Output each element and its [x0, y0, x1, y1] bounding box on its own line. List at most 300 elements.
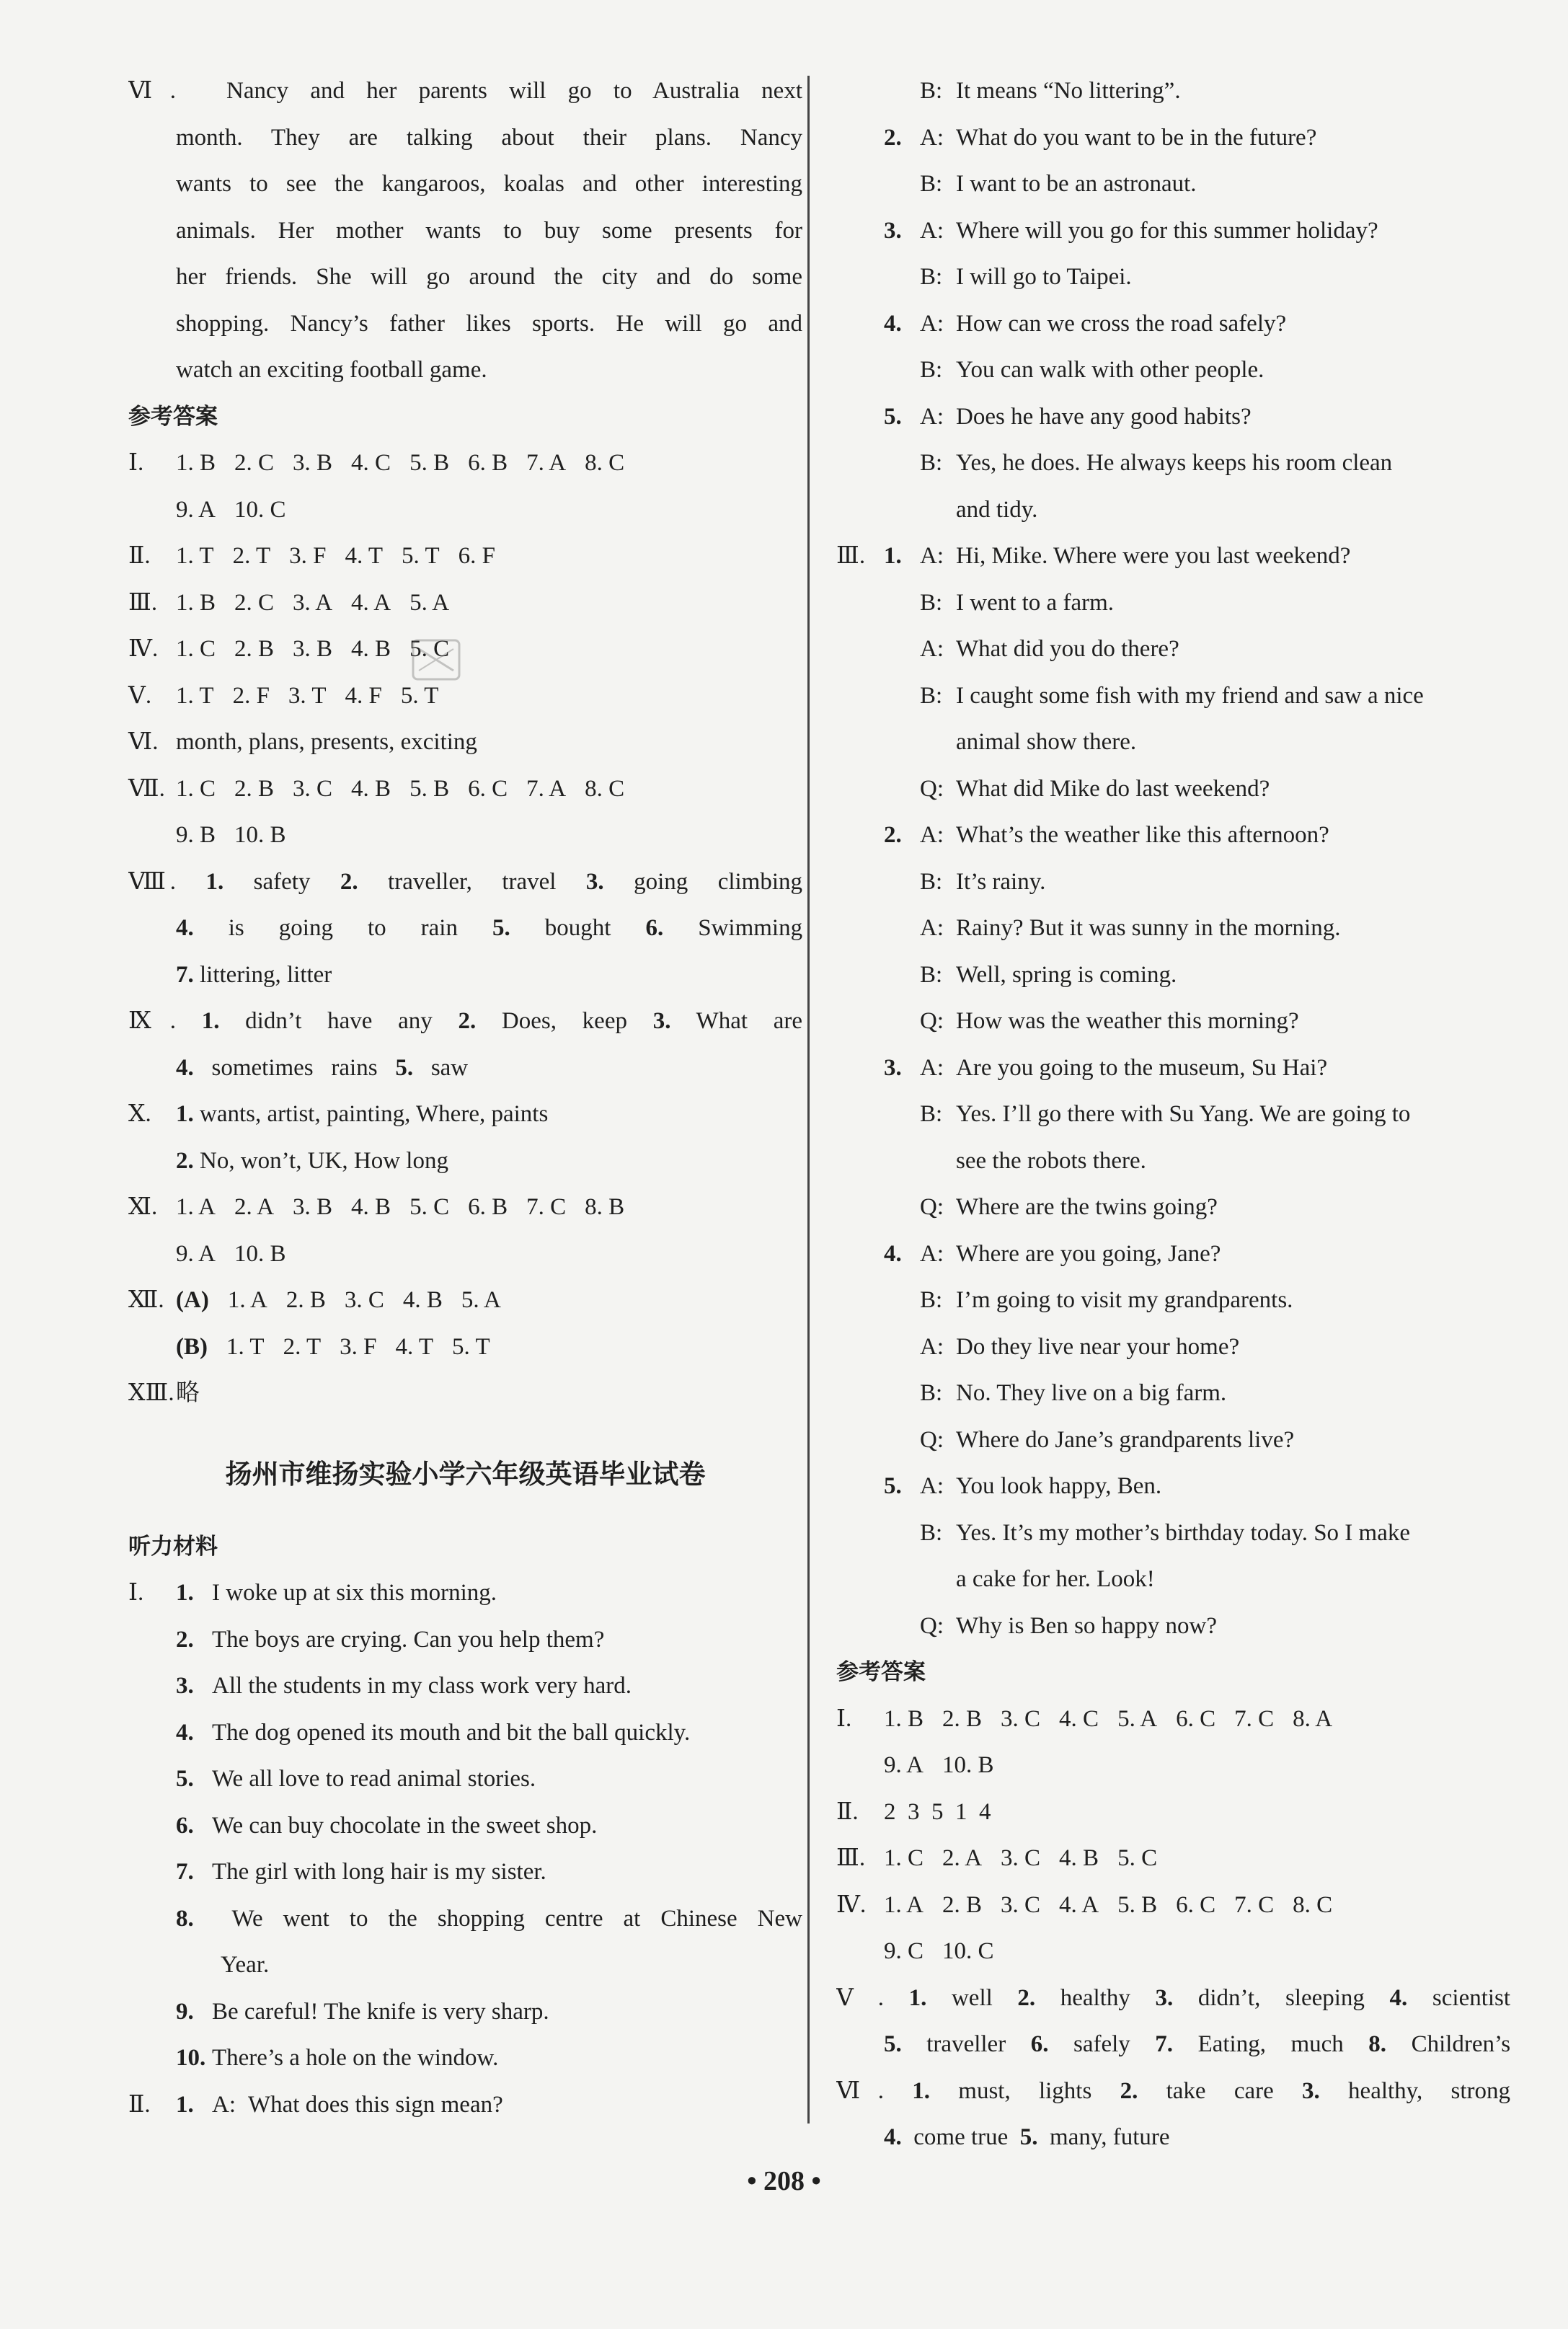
- answer-item: 7. C: [1234, 1705, 1275, 1732]
- dialogue-line: [836, 68, 1510, 115]
- question-number: 1.: [176, 1580, 194, 1606]
- dialogue-line: [836, 952, 1510, 999]
- dialogue-line: [836, 812, 1510, 859]
- answer-word: 8.: [1368, 2031, 1387, 2057]
- answer-item: 2. B: [942, 1705, 983, 1732]
- answer-item: 4. B: [351, 775, 391, 802]
- answer-word: What: [696, 1008, 748, 1034]
- question-number: 4.: [884, 310, 902, 337]
- listening-text: Year.: [221, 1952, 270, 1978]
- answer-word: must, lights: [958, 2077, 1092, 2104]
- answer-word: is: [228, 915, 244, 941]
- answer-item: 5. A: [461, 1287, 501, 1313]
- answer-item: 8. C: [1293, 1891, 1333, 1918]
- answer-item: 3. B: [293, 636, 333, 662]
- answer-item: 3. F: [340, 1333, 377, 1360]
- dialogue-line: [836, 1463, 1510, 1510]
- listening-text: The boys are crying. Can you help them?: [212, 1626, 605, 1653]
- answer-row: [836, 1789, 1510, 1836]
- answer-item: 4. B: [351, 1194, 391, 1220]
- speaker-label: B:: [920, 357, 943, 383]
- answer-item: 5. T: [402, 543, 440, 569]
- speaker-label: A:: [920, 124, 944, 151]
- answer-section-xiii: ⅩⅢ.略: [128, 1380, 200, 1406]
- answer-row: [128, 487, 802, 534]
- roman-numeral: Ⅲ.: [836, 1845, 866, 1871]
- roman-numeral: Ⅴ.: [836, 1984, 884, 2011]
- answer-item: 2. T: [232, 543, 271, 569]
- answer-item: 5. B: [1117, 1891, 1158, 1918]
- roman-numeral: Ⅺ.: [128, 1194, 158, 1220]
- answer-item: 5. T: [400, 682, 439, 709]
- answer-word: to: [367, 915, 386, 941]
- page-number: • 208 •: [747, 2166, 821, 2196]
- answer-word: Swimming: [698, 915, 802, 941]
- question-number: 6.: [176, 1812, 194, 1839]
- answer-row: [128, 812, 802, 859]
- answer-item: 4. T: [345, 543, 384, 569]
- answer-section-ix: [128, 998, 802, 1091]
- dialogue-line: [836, 1184, 1510, 1231]
- answer-row: [128, 673, 802, 720]
- answer-item: 2. A: [942, 1845, 983, 1871]
- answer-item: 3. C: [1001, 1845, 1041, 1871]
- dialogue-text: I’m going to visit my grandparents.: [956, 1287, 1293, 1313]
- speaker-label: B:: [920, 682, 943, 709]
- answer-item: 2. A: [234, 1194, 275, 1220]
- speaker-label: Q:: [920, 1194, 944, 1220]
- answer-item: 6. C: [1176, 1705, 1216, 1732]
- answer-item: 9. B: [176, 822, 216, 848]
- answer-item: 4. C: [351, 450, 391, 476]
- roman-numeral: Ⅵ.: [836, 2077, 884, 2104]
- dialogue-text: Hi, Mike. Where were you last weekend?: [956, 543, 1351, 569]
- question-number: 5.: [884, 1473, 902, 1499]
- speaker-label: Q:: [920, 1426, 944, 1453]
- answer-word: safety: [253, 868, 311, 895]
- listening-text: The girl with long hair is my sister.: [212, 1859, 546, 1885]
- answer-item: 3. C: [293, 775, 333, 802]
- answer-item: 4. A: [1059, 1891, 1099, 1918]
- listening-text: There’s a hole on the window.: [212, 2045, 499, 2071]
- answer-word: wants, artist, painting, Where, paints: [200, 1101, 549, 1127]
- dialogue-text: What do you want to be in the future?: [956, 124, 1317, 151]
- speaker-label: A:: [920, 1473, 944, 1499]
- dialogue-text: Yes. I’ll go there with Su Yang. We are going to: [956, 1101, 1411, 1127]
- answer-row: [128, 952, 802, 999]
- answer-word: many, future: [1050, 2124, 1170, 2150]
- answer-row: [836, 1696, 1510, 1743]
- answer-item: 1. C: [176, 775, 216, 802]
- dialogue-line: [836, 1138, 1510, 1185]
- answer-row: [128, 859, 802, 906]
- dialogue-line: [836, 998, 1510, 1045]
- speaker-label: A:: [920, 915, 944, 941]
- answer-item: 4. T: [395, 1333, 434, 1360]
- question-number: 10.: [176, 2045, 206, 2071]
- speaker-label: B:: [920, 868, 943, 895]
- answer-item: 1. T: [226, 1333, 265, 1360]
- dialogue-line: [836, 1417, 1510, 1464]
- answer-item: 6. C: [468, 775, 508, 802]
- listening-text: We can buy chocolate in the sweet shop.: [212, 1812, 598, 1839]
- left-column: [128, 68, 802, 2128]
- answer-word: 4.: [1389, 1984, 1408, 2011]
- answer-row: [128, 1231, 802, 1278]
- answer-item: 10. C: [234, 496, 286, 523]
- speaker-label: A:: [920, 822, 944, 848]
- answer-word: 2.: [176, 1147, 194, 1174]
- answer-word: traveller: [926, 2031, 1006, 2057]
- answer-item: 3. C: [344, 1287, 384, 1313]
- question-number: 3.: [884, 1054, 902, 1081]
- dialogue-text: Where will you go for this summer holiday?: [956, 217, 1378, 244]
- dialogue-text: What did Mike do last weekend?: [956, 775, 1270, 802]
- listening-text: We all love to read animal stories.: [212, 1766, 536, 1792]
- answer-item: 2. F: [232, 682, 270, 709]
- dialogue-line: [836, 347, 1510, 394]
- answer-item: 1. B: [884, 1705, 924, 1732]
- answer-list: [128, 440, 802, 859]
- roman-numeral: Ⅶ.: [128, 775, 165, 802]
- dialogue-line: [836, 1277, 1510, 1324]
- listening-section-i: [128, 1570, 802, 2082]
- dialogue-line: [836, 580, 1510, 627]
- listening-text: All the students in my class work very hard.: [212, 1673, 632, 1699]
- answer-word: Does, keep: [501, 1008, 627, 1034]
- speaker-label: B:: [920, 1519, 943, 1546]
- answer-word: healthy: [1060, 1984, 1130, 2011]
- roman-numeral: Ⅹ.: [128, 1101, 151, 1127]
- dialogue-text: Well, spring is coming.: [956, 961, 1177, 988]
- answer-item: 2. B: [942, 1891, 983, 1918]
- speaker-label: B:: [920, 264, 943, 290]
- listening-line: [128, 1617, 802, 1663]
- listening-section-ii: [836, 68, 1510, 533]
- answer-word: 2.: [458, 1008, 477, 1034]
- passage-text: month. They are talking about their plans. Nancy: [176, 124, 802, 151]
- answer-word: 2.: [1120, 2077, 1138, 2104]
- speaker-label: A:: [920, 1333, 944, 1360]
- dialogue-line: [836, 533, 1510, 580]
- answer-item: 1. A: [884, 1891, 924, 1918]
- roman-numeral: Ⅰ.: [128, 1580, 144, 1606]
- dialogue-text: What did you do there?: [956, 636, 1179, 662]
- listening-heading: 听力材料: [128, 1533, 218, 1560]
- answer-word: climbing: [717, 868, 802, 895]
- column-divider: [807, 76, 810, 2124]
- answer-item: 9. A: [176, 1240, 216, 1267]
- dialogue-text: No. They live on a big farm.: [956, 1380, 1227, 1406]
- answer-item: 2. T: [283, 1333, 322, 1360]
- answer-word: 1.: [176, 1101, 194, 1127]
- answer-row: [128, 905, 802, 952]
- part-label: (B): [176, 1333, 208, 1360]
- answer-word: 6.: [645, 915, 664, 941]
- answer-word: Eating, much: [1197, 2031, 1344, 2057]
- answer-text: month, plans, presents, exciting: [176, 729, 477, 755]
- answer-word: healthy, strong: [1348, 2077, 1510, 2104]
- roman-numeral: Ⅸ.: [128, 1008, 176, 1034]
- dialogue-text: Where do Jane’s grandparents live?: [956, 1426, 1295, 1453]
- roman-numeral: Ⅱ.: [836, 1798, 859, 1825]
- listening-line: [128, 2035, 802, 2082]
- answer-item: 2. B: [234, 636, 275, 662]
- dialogue-line: [836, 301, 1510, 348]
- answer-section-xi: [128, 1184, 802, 1277]
- dialogue-line: [836, 766, 1510, 813]
- answer-row: [128, 1138, 802, 1185]
- roman-numeral: Ⅵ.: [128, 729, 159, 755]
- speaker-label: B:: [920, 1287, 943, 1313]
- watermark-stamp-icon: [407, 635, 465, 685]
- question-number: 9.: [176, 1998, 194, 2025]
- answer-row: [128, 998, 802, 1045]
- dialogue-line: [836, 626, 1510, 673]
- question-number: 2.: [884, 822, 902, 848]
- dialogue-line: [836, 1370, 1510, 1417]
- listening-text: We went to the shopping centre at Chinese New: [231, 1905, 802, 1932]
- listening-line: [128, 1663, 802, 1710]
- listening-line: [128, 1942, 802, 1989]
- dialogue-text: You can walk with other people.: [956, 357, 1264, 383]
- answer-item: 6. F: [458, 543, 495, 569]
- answer-row: [128, 533, 802, 580]
- answer-item: 7. C: [1234, 1891, 1275, 1918]
- answer-item: 8. A: [1293, 1705, 1333, 1732]
- dialogue-text: It’s rainy.: [956, 868, 1046, 895]
- passage-line: [128, 161, 802, 208]
- answer-row: [836, 1742, 1510, 1789]
- speaker-label: Q:: [920, 1612, 944, 1639]
- listening-line: [128, 1849, 802, 1896]
- passage-line: [128, 347, 802, 394]
- passage-line: [128, 254, 802, 301]
- answer-word: going: [634, 868, 688, 895]
- answer-word: well: [951, 1984, 993, 2011]
- answer-item: 5. A: [1117, 1705, 1158, 1732]
- dialogue-line: [836, 208, 1510, 255]
- answer-word: safely: [1073, 2031, 1130, 2057]
- answer-word: 3.: [585, 868, 604, 895]
- answer-word: 1.: [201, 1008, 220, 1034]
- dialogue-line: [836, 1091, 1510, 1138]
- roman-numeral: Ⅲ.: [128, 589, 158, 616]
- answer-item: 6. B: [468, 450, 508, 476]
- speaker-label: Q:: [920, 775, 944, 802]
- answer-item: 1. B: [176, 450, 216, 476]
- dialogue-text: I want to be an astronaut.: [956, 171, 1197, 197]
- answer-word: scientist: [1432, 1984, 1510, 2011]
- answer-item: 4. B: [1059, 1845, 1099, 1871]
- answer-item: 2. C: [234, 589, 275, 616]
- answer-list: [836, 1696, 1510, 2161]
- dialogue-line: [836, 859, 1510, 906]
- answer-item: 1. A: [176, 1194, 216, 1220]
- answer-word: 1.: [912, 2077, 931, 2104]
- dialogue-line: [836, 905, 1510, 952]
- answer-word: 1.: [908, 1984, 927, 2011]
- answer-word: 1.: [205, 868, 224, 895]
- dialogue-text: How was the weather this morning?: [956, 1008, 1299, 1034]
- listening-section-iii: [836, 533, 1510, 1649]
- answer-word: 5.: [884, 2031, 902, 2057]
- answer-word: saw: [430, 1054, 469, 1081]
- dialogue-line: [836, 1510, 1510, 1557]
- answer-item: 8. C: [585, 775, 625, 802]
- question-number: 4.: [176, 1719, 194, 1746]
- question-number: 2.: [176, 1626, 194, 1653]
- answer-word: 7.: [176, 961, 194, 988]
- speaker-label: A:: [920, 1054, 944, 1081]
- roman-numeral: Ⅰ.: [836, 1705, 852, 1732]
- listening-line: [128, 1570, 802, 1617]
- roman-numeral: Ⅵ.: [128, 78, 176, 104]
- dialogue-text: Where are the twins going?: [956, 1194, 1218, 1220]
- answer-word: 4.: [176, 915, 194, 941]
- answer-item: 1. T: [176, 543, 214, 569]
- answer-row: [836, 1835, 1510, 1882]
- answer-word: didn’t, sleeping: [1197, 1984, 1365, 2011]
- answer-heading: 参考答案: [836, 1659, 926, 1685]
- speaker-label: Q:: [920, 1008, 944, 1034]
- question-number: 5.: [176, 1766, 194, 1792]
- answer-row: [128, 1091, 802, 1138]
- dialogue-line: [836, 719, 1510, 766]
- answer-item: 5. C: [409, 636, 450, 662]
- answer-item: 9. A: [884, 1752, 924, 1778]
- answer-row: [836, 2114, 1510, 2161]
- speaker-label: A:: [920, 543, 944, 569]
- answer-item: 1. T: [176, 682, 214, 709]
- passage-line: [128, 208, 802, 255]
- answer-section-x: [128, 1091, 802, 1184]
- answer-item: 2. C: [234, 450, 275, 476]
- question-number: 7.: [176, 1859, 194, 1885]
- answer-word: take care: [1166, 2077, 1274, 2104]
- answer-item: 4. B: [351, 636, 391, 662]
- dialogue-text: a cake for her. Look!: [956, 1566, 1155, 1592]
- answer-item: 9. C: [884, 1938, 924, 1964]
- answer-item: 10. C: [942, 1938, 994, 1964]
- right-column: [836, 68, 1510, 2161]
- dialogue-text: Yes. It’s my mother’s birthday today. So I make: [956, 1519, 1411, 1546]
- answer-word: 4.: [884, 2124, 902, 2150]
- answer-item: 4. B: [402, 1287, 443, 1313]
- dialogue-line: [836, 1603, 1510, 1650]
- answer-word: No, won’t, UK, How long: [200, 1147, 448, 1174]
- answer-item: 10. B: [942, 1752, 994, 1778]
- answer-row: [128, 766, 802, 813]
- answer-item: 3. B: [293, 1194, 333, 1220]
- dialogue-text: It means “No littering”.: [956, 78, 1181, 104]
- answer-word: 5.: [492, 915, 510, 941]
- dialogue-text: Do they live near your home?: [956, 1333, 1240, 1360]
- dialogue-text: Why is Ben so happy now?: [956, 1612, 1218, 1639]
- answer-text: 2 3 5 1 4: [884, 1798, 991, 1825]
- question-number: 1.: [884, 543, 902, 569]
- dialogue-text: Are you going to the museum, Su Hai?: [956, 1054, 1328, 1081]
- speaker-label: B:: [920, 961, 943, 988]
- question-number: 2.: [884, 124, 902, 151]
- speaker-label: B:: [920, 589, 943, 616]
- listening-section-ii-first: Ⅱ. 1. A: What does this sign mean?: [128, 2091, 503, 2118]
- question-number: 3.: [176, 1673, 194, 1699]
- answer-word: 5.: [1019, 2124, 1038, 2150]
- answer-item: 10. B: [234, 822, 286, 848]
- dialogue-line: [836, 161, 1510, 208]
- listening-text: The dog opened its mouth and bit the ball quickly.: [212, 1719, 691, 1746]
- listening-line: [128, 1756, 802, 1803]
- answer-row: [836, 1882, 1510, 1929]
- dialogue-line: [836, 440, 1510, 487]
- answer-word: have: [327, 1008, 373, 1034]
- dialogue-text: You look happy, Ben.: [956, 1473, 1162, 1499]
- roman-numeral: Ⅷ.: [128, 868, 176, 895]
- answer-item: 3. C: [1001, 1891, 1041, 1918]
- dialogue-text: animal show there.: [956, 729, 1137, 755]
- answer-item: 3. T: [288, 682, 327, 709]
- answer-item: 3. F: [289, 543, 327, 569]
- answer-heading: 参考答案: [128, 403, 218, 430]
- answer-word: rains: [331, 1054, 378, 1081]
- dialogue-line: [836, 487, 1510, 534]
- dialogue-text: I went to a farm.: [956, 589, 1114, 616]
- dialogue-line: [836, 115, 1510, 162]
- answer-row: [128, 440, 802, 487]
- answer-word: 3.: [1302, 2077, 1320, 2104]
- exam-title: 扬州市维扬实验小学六年级英语毕业试卷: [225, 1458, 706, 1490]
- speaker-label: B:: [920, 450, 943, 476]
- answer-word: are: [773, 1008, 802, 1034]
- answer-word: any: [398, 1008, 433, 1034]
- dialogue-text: I caught some fish with my friend and saw a nice: [956, 682, 1424, 709]
- answer-row: [128, 1045, 802, 1092]
- listening-line: [128, 1989, 802, 2036]
- answer-row: [836, 1975, 1510, 2022]
- speaker-label: A:: [920, 217, 944, 244]
- answer-word: bought: [544, 915, 611, 941]
- answer-item: 7. C: [526, 1194, 567, 1220]
- dialogue-text: I will go to Taipei.: [956, 264, 1132, 290]
- answer-item: 4. A: [351, 589, 391, 616]
- roman-numeral: Ⅻ.: [128, 1287, 164, 1313]
- roman-numeral: Ⅴ.: [128, 682, 152, 709]
- dialogue-text: Does he have any good habits?: [956, 403, 1252, 430]
- answer-item: 5. C: [409, 1194, 450, 1220]
- listening-line: [128, 1803, 802, 1850]
- answer-section-xii: [128, 1277, 802, 1370]
- answer-word: 2.: [340, 868, 358, 895]
- speaker-label: B:: [920, 78, 943, 104]
- answer-item: 9. A: [176, 496, 216, 523]
- listening-line: [128, 1896, 802, 1943]
- question-number: 4.: [884, 1240, 902, 1267]
- answer-item: 6. B: [468, 1194, 508, 1220]
- answer-word: traveller, travel: [388, 868, 557, 895]
- answer-word: sometimes: [211, 1054, 314, 1081]
- dialogue-line: [836, 1324, 1510, 1371]
- speaker-label: B:: [920, 171, 943, 197]
- answer-word: 6.: [1030, 2031, 1049, 2057]
- speaker-label: A:: [920, 310, 944, 337]
- roman-numeral: Ⅳ.: [128, 636, 159, 662]
- answer-item: 7. A: [526, 450, 567, 476]
- roman-numeral: Ⅲ.: [836, 543, 866, 569]
- answer-item: 3. A: [293, 589, 333, 616]
- answer-item: 3. B: [293, 450, 333, 476]
- answer-row: [128, 580, 802, 627]
